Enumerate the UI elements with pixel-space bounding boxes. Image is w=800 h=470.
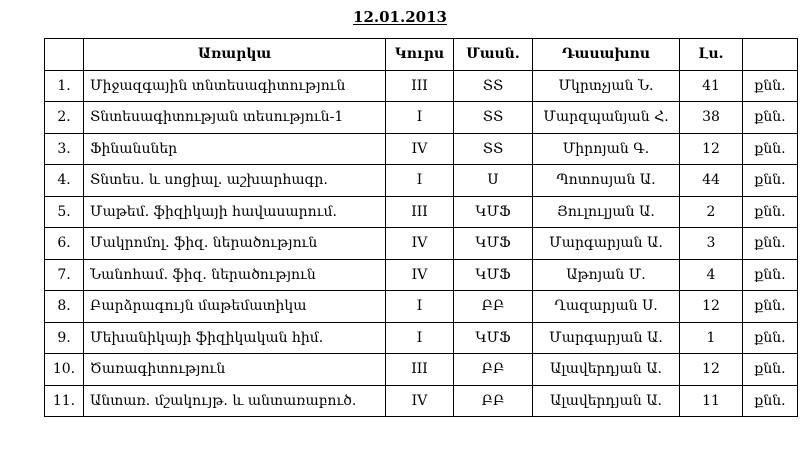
row-hours: 12: [680, 291, 743, 323]
row-subject: Մաթեմ. ֆիզիկայի հավասարում.: [84, 196, 386, 228]
row-type: քնն.: [743, 165, 798, 197]
row-section: ՏՏ: [454, 70, 533, 102]
row-subject: Միջազգային տնտեսագիտություն: [84, 70, 386, 102]
header-row: [45, 39, 798, 71]
row-hours: 12: [680, 133, 743, 165]
row-lecturer: Միրոյան Գ.: [533, 133, 680, 165]
row-lecturer: Մարգարյան Ա.: [533, 228, 680, 260]
date-heading: 12.01.2013: [353, 8, 447, 26]
row-hours: 44: [680, 165, 743, 197]
row-hours: 38: [680, 102, 743, 134]
row-lecturer: Մարգարյան Ա.: [533, 322, 680, 354]
row-section: ԿՄՖ: [454, 322, 533, 354]
header-lecturer: Դասախոս: [533, 39, 680, 71]
row-hours: 41: [680, 70, 743, 102]
header-hours: Լս.: [680, 39, 743, 71]
row-type: քնն.: [743, 385, 798, 417]
row-course: I: [386, 291, 454, 323]
header-section: Մասն.: [454, 39, 533, 71]
row-num: 3.: [45, 133, 84, 165]
row-hours: 1: [680, 322, 743, 354]
header-num: [45, 39, 84, 71]
table-row: [45, 70, 798, 102]
row-type: քնն.: [743, 133, 798, 165]
row-subject: Տնտես. և սոցիալ. աշխարհագր.: [84, 165, 386, 197]
header-type: [743, 39, 798, 71]
row-num: 9.: [45, 322, 84, 354]
table-row: [45, 228, 798, 260]
row-subject: Տնտեսագիտության տեսություն-1: [84, 102, 386, 134]
row-type: քնն.: [743, 259, 798, 291]
row-lecturer: Ղազարյան Ս.: [533, 291, 680, 323]
table-row: [45, 291, 798, 323]
row-subject: Նանոհամ. ֆիզ. ներածություն: [84, 259, 386, 291]
row-section: ԿՄՖ: [454, 259, 533, 291]
row-section: ԿՄՖ: [454, 196, 533, 228]
row-course: IV: [386, 133, 454, 165]
row-course: IV: [386, 228, 454, 260]
row-course: I: [386, 102, 454, 134]
row-course: III: [386, 196, 454, 228]
header-course: Կուրս: [386, 39, 454, 71]
row-section: Ս: [454, 165, 533, 197]
row-num: 10.: [45, 354, 84, 386]
row-lecturer: Մարզպանյան Հ.: [533, 102, 680, 134]
row-type: քնն.: [743, 102, 798, 134]
row-subject: Մեխանիկայի ֆիզիկական հիմ.: [84, 322, 386, 354]
row-subject: Ֆինանսներ: [84, 133, 386, 165]
row-course: IV: [386, 385, 454, 417]
row-type: քնն.: [743, 228, 798, 260]
row-type: քնն.: [743, 196, 798, 228]
row-course: III: [386, 354, 454, 386]
table-row: [45, 102, 798, 134]
row-num: 5.: [45, 196, 84, 228]
row-num: 11.: [45, 385, 84, 417]
row-subject: Ծառագիտություն: [84, 354, 386, 386]
row-num: 7.: [45, 259, 84, 291]
row-subject: Մակրոմոլ. ֆիզ. ներածություն: [84, 228, 386, 260]
row-num: 6.: [45, 228, 84, 260]
row-hours: 3: [680, 228, 743, 260]
row-num: 1.: [45, 70, 84, 102]
row-num: 4.: [45, 165, 84, 197]
table-row: [45, 133, 798, 165]
table-row: [45, 196, 798, 228]
row-type: քնն.: [743, 70, 798, 102]
row-num: 2.: [45, 102, 84, 134]
row-type: քնն.: [743, 322, 798, 354]
row-lecturer: Պոտոսյան Ա.: [533, 165, 680, 197]
row-num: 8.: [45, 291, 84, 323]
row-section: ԲԲ: [454, 291, 533, 323]
row-type: քնն.: [743, 354, 798, 386]
row-type: քնն.: [743, 291, 798, 323]
row-lecturer: Ալավերդյան Ա.: [533, 385, 680, 417]
row-section: ՏՏ: [454, 102, 533, 134]
table-row: [45, 385, 798, 417]
exam-schedule-table: [44, 38, 798, 417]
table-row: [45, 165, 798, 197]
row-lecturer: Յուլուլյան Ա.: [533, 196, 680, 228]
table-row: [45, 322, 798, 354]
row-subject: Անտառ. մշակույթ. և անտառաբուծ.: [84, 385, 386, 417]
row-course: I: [386, 322, 454, 354]
row-section: ԲԲ: [454, 385, 533, 417]
row-section: ԿՄՖ: [454, 228, 533, 260]
row-course: I: [386, 165, 454, 197]
row-hours: 4: [680, 259, 743, 291]
row-subject: Բարձրագույն մաթեմատիկա: [84, 291, 386, 323]
table-row: [45, 259, 798, 291]
header-subject: Առարկա: [84, 39, 386, 71]
row-hours: 12: [680, 354, 743, 386]
row-section: ՏՏ: [454, 133, 533, 165]
row-section: ԲԲ: [454, 354, 533, 386]
row-lecturer: Մկրտչյան Ն.: [533, 70, 680, 102]
row-course: IV: [386, 259, 454, 291]
table-row: [45, 354, 798, 386]
row-hours: 11: [680, 385, 743, 417]
row-lecturer: Աթոյան Մ.: [533, 259, 680, 291]
row-hours: 2: [680, 196, 743, 228]
row-lecturer: Ալավերդյան Ա.: [533, 354, 680, 386]
row-course: III: [386, 70, 454, 102]
